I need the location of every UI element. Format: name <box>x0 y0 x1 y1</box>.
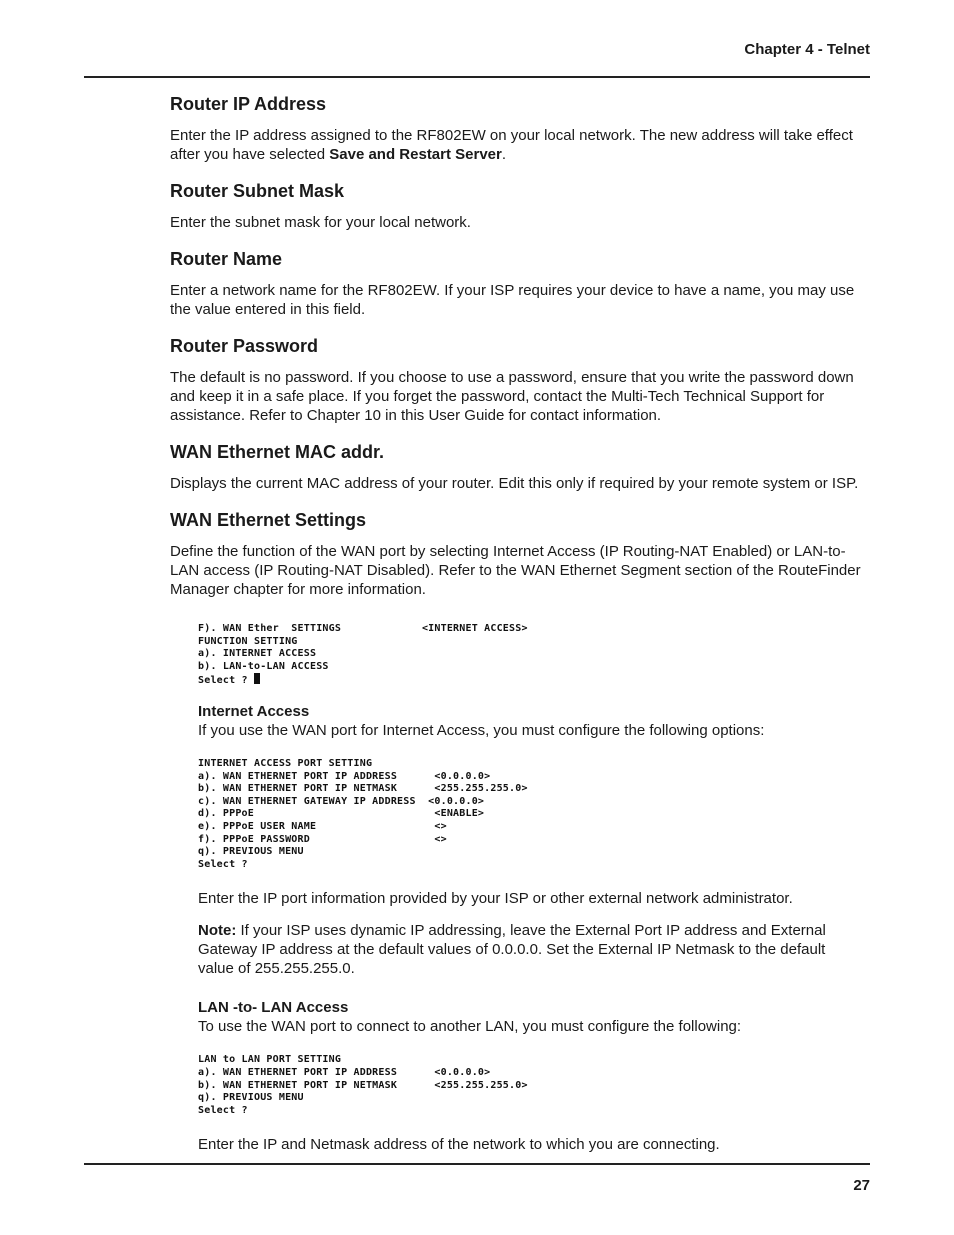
terminal-line: Select ? <box>198 858 248 870</box>
section-body: The default is no password. If you choose to use a password, ensure that you write the password down and keep it in a safe place. If you forget the password, contact the Multi-Tech Technical Support for assistance. Refer to Chapter 10 in this User Guide for contact information. <box>170 369 854 424</box>
terminal-line: f). PPPoE PASSWORD <> <box>198 833 447 845</box>
terminal-line: b). LAN-to-LAN ACCESS <box>198 660 329 672</box>
section-router-ip-address <box>170 93 862 164</box>
section-body: Displays the current MAC address of your router. Edit this only if required by your remote system or ISP. <box>170 475 859 492</box>
after-text: Enter the IP and Netmask address of the network to which you are connecting. <box>198 1136 720 1154</box>
terminal-line: b). WAN ETHERNET PORT IP NETMASK <255.255.255.0> <box>198 783 528 795</box>
section-title: Router Name <box>170 249 283 269</box>
terminal-line: q). PREVIOUS MENU <box>198 1092 304 1104</box>
terminal-line: b). WAN ETHERNET PORT IP NETMASK <255.255.255.0> <box>198 1079 528 1091</box>
section-body: Define the function of the WAN port by selecting Internet Access (IP Routing-NAT Enabled) or LAN-to-LAN access (IP Routing-NAT Disabled). Refer to the WAN Ethernet Segment section of the RouteFinder Manager chapter for more information. <box>170 543 861 598</box>
section-wan-ethernet-settings <box>170 509 862 599</box>
note-label: Note: <box>198 922 237 940</box>
terminal-line: FUNCTION SETTING <box>198 635 298 647</box>
lan-access-notes <box>198 1135 862 1154</box>
section-body <box>170 126 862 164</box>
section-title: Router IP Address <box>170 94 327 114</box>
page-content <box>170 93 862 1166</box>
prompt-text: Select ? <box>198 675 254 687</box>
subsection-title: Internet Access <box>198 702 310 720</box>
terminal-lan-access <box>198 1054 862 1117</box>
section-router-name <box>170 248 862 319</box>
terminal-wan-settings <box>198 623 862 688</box>
internet-access-section <box>198 702 862 740</box>
section-wan-mac <box>170 441 862 493</box>
terminal-line: a). WAN ETHERNET PORT IP ADDRESS <0.0.0.0> <box>198 1066 491 1078</box>
terminal-prompt <box>198 673 862 688</box>
terminal-line: a). WAN ETHERNET PORT IP ADDRESS <0.0.0.0> <box>198 770 491 782</box>
cursor-icon <box>254 673 260 684</box>
terminal-internet-access <box>198 758 862 871</box>
section-title: Router Password <box>170 336 319 356</box>
terminal-line: INTERNET ACCESS PORT SETTING <box>198 757 373 769</box>
terminal-line: F). WAN Ether SETTINGS <INTERNET ACCESS> <box>198 623 528 634</box>
section-title: WAN Ethernet MAC addr. <box>170 442 385 462</box>
terminal-line: q). PREVIOUS MENU <box>198 846 304 858</box>
body-text: Enter the IP address assigned to the RF802EW on your local network. The new address will take effect after you have selected <box>170 127 853 163</box>
section-title: Router Subnet Mask <box>170 181 345 201</box>
chapter-header: Chapter 4 - Telnet <box>744 41 870 58</box>
note-text: If your ISP uses dynamic IP addressing, leave the External Port IP address and External Gateway IP address at the default values of 0.0.0.0. Set the External IP Netmask to the default value of 255.255.255.0. <box>198 922 826 978</box>
body-text-end: . <box>501 146 507 163</box>
section-title: WAN Ethernet Settings <box>170 510 367 530</box>
internet-access-notes <box>198 889 862 978</box>
terminal-line: LAN to LAN PORT SETTING <box>198 1054 342 1066</box>
footer-rule <box>84 1163 870 1165</box>
subsection-intro: If you use the WAN port for Internet Access, you must configure the following options: <box>198 721 765 739</box>
note-paragraph <box>198 921 862 978</box>
subsection-title: LAN -to- LAN Access <box>198 999 349 1017</box>
section-router-password <box>170 335 862 425</box>
header-rule <box>84 76 870 78</box>
terminal-line: c). WAN ETHERNET GATEWAY IP ADDRESS <0.0.0.0> <box>198 795 485 807</box>
section-router-subnet-mask <box>170 180 862 232</box>
terminal-line: a). INTERNET ACCESS <box>198 648 317 660</box>
section-body: Enter the subnet mask for your local network. <box>170 214 471 231</box>
subsection-intro: To use the WAN port to connect to another LAN, you must configure the following: <box>198 1018 742 1036</box>
section-body: Enter a network name for the RF802EW. If your ISP requires your device to have a name, you may use the value entered in this field. <box>170 282 855 318</box>
terminal-line: Select ? <box>198 1104 248 1116</box>
terminal-line: d). PPPoE <ENABLE> <box>198 808 485 820</box>
after-text: Enter the IP port information provided by your ISP or other external network administrator. <box>198 890 793 908</box>
page-number: 27 <box>853 1177 870 1194</box>
terminal-line: e). PPPoE USER NAME <> <box>198 820 447 832</box>
bold-term: Save and Restart Server <box>329 146 502 163</box>
lan-access-section <box>198 998 862 1036</box>
